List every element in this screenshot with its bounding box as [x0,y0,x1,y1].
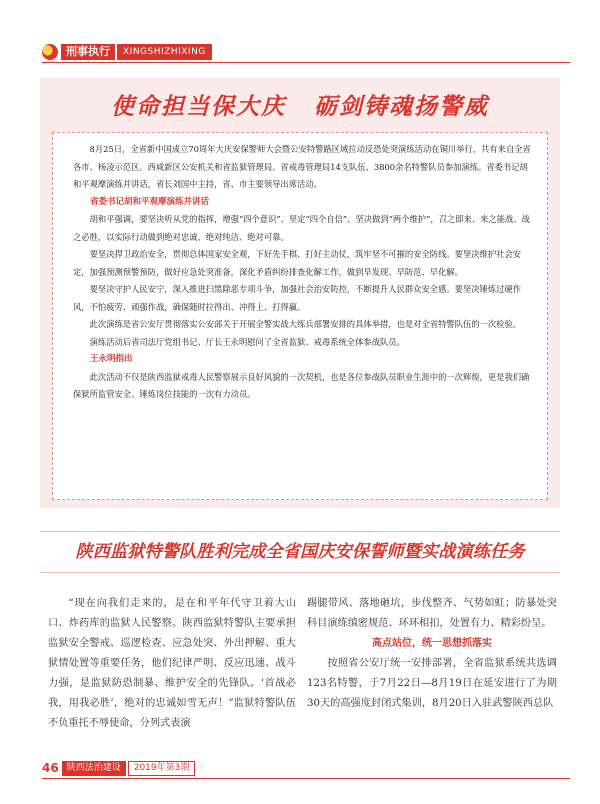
section-header [42,44,212,60]
box-paragraph: 8月25日，全省新中国成立70周年大庆安保警师大会暨公安特警路区域拉动反恐处突演练活动在铜川举行，共有来自全省各市、杨凌示范区、西咸新区公安机关和省监狱管理局、省戒毒管理局14支队伍、3800余名特警队员参加演练。省委书记胡和平观摩演练并讲话，省长刘国中主持，省、市主要领导出席活动。 [73,144,531,189]
headline-rule-bottom [40,572,560,573]
magazine-name: 陕西法治建设 [62,761,126,776]
section-logo-icon [42,44,58,60]
page-number: 46 [42,761,59,775]
section-title-en: XINGSHIZHIXING [117,44,212,60]
article-column-left [48,594,296,734]
box-body [73,141,531,404]
footer-rule [42,778,570,779]
section-title-cn: 刑事执行 [61,44,115,60]
header-rule [42,62,570,63]
article-paragraph: “现在向我们走来的，是在和平年代守卫着大山口、炸药库的监狱人民警察。陕西监狱特警队主要承担监狱安全警戒、巡逻检查、应急处突、外出押解、重大狱情处置等重要任务，他们纪律严明、反应迅速、战斗力强，是监狱防恐制暴、维护安全的先锋队。‘首战必我，用我必胜’，绝对的忠诚如雪无声！”监狱特警队伍不负重托不辱使命，分列式表演 [48,598,296,729]
issue-label: 2019年第3期 [128,761,196,776]
article-column-right [307,594,557,714]
box-paragraph: 要坚决守护人民安宁，深入推进扫黑除恶专项斗争，加强社会治安防控，不断提升人民群众安全感。要坚决锤炼过硬作风，不怕疲劳、顽强作战，确保随时拉得出、冲得上、打得赢。 [73,284,522,312]
box-title-part-a: 使命担当保大庆 [111,93,286,120]
headline-rule-top [40,531,560,532]
article-paragraph: 按照省公安厅统一安排部署，全省监狱系统共选调123名特警，于7月22日—8月19日在延安进行了为期30天的高强度封闭式集训，8月20日入驻武警陕西总队 [307,658,557,709]
sidebar-box [40,78,560,508]
box-paragraph: 胡和平强调，要坚决听从党的指挥，增强“四个意识”、坚定“四个自信”、坚决做到“两个维护”，召之即来、来之能战、战之必胜，以实际行动做到绝对忠诚、绝对纯洁、绝对可靠。 [73,214,530,242]
box-title [40,88,560,121]
article-headline: 陕西监狱特警队胜利完成全省国庆安保誓师暨实战演练任务 [75,542,525,562]
box-inner-frame [52,132,548,500]
box-title-part-b: 砺剑铸魂扬警威 [314,93,489,120]
box-subheading: 王永明指出 [90,354,133,364]
article-paragraph: 踢腿带风、落地砸坑，步伐整齐、气势如虹；防暴处突科目演练缜密规范、环环相扣，处置有力、精彩纷呈。 [307,598,557,629]
box-paragraph: 此次演练是省公安厅贯彻落实公安部关于开展全警实战大练兵部署安排的具体举措，也是对全省特警队伍的一次检验。 [89,319,522,329]
page-footer [42,760,195,776]
box-paragraph: 要坚决捍卫政治安全，贯彻总体国家安全观，下好先手棋、打好主动仗，筑牢坚不可摧的安全防线。要坚决维护社会安定，加强预测预警预防，做好应急处突准备，深化矛盾纠纷排查化解工作，做到早发现、早防范、早化解。 [73,249,522,277]
box-paragraph: 此次活动不仅是陕西监狱戒毒人民警察展示良好风貌的一次契机，也是各位参战队员职业生涯中的一次辉煌，更是我们确保狱所监管安全、锤炼岗位技能的一次有力动员。 [73,371,530,399]
article-subheading: 高点站位，统一思想抓落实 [372,638,492,649]
box-paragraph: 演练活动后省司法厅党组书记、厅长王永明慰问了全省监狱、戒毒系统全体参战队员。 [89,336,405,347]
box-subheading: 省委书记胡和平观摩演练并讲话 [90,196,210,207]
